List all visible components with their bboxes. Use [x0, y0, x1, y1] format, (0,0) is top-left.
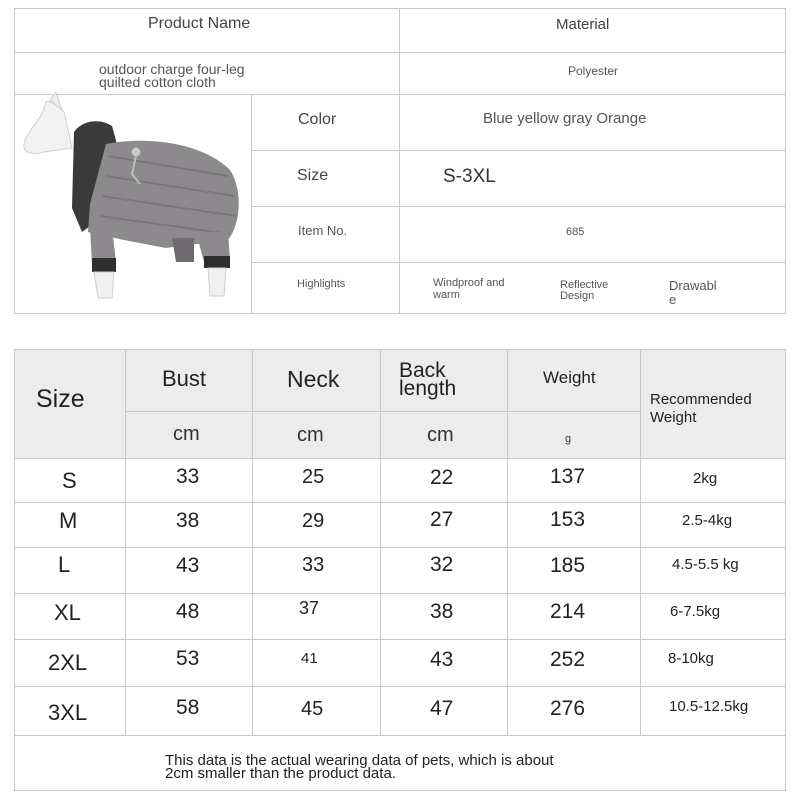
item-value: 685	[566, 226, 585, 238]
recommended-cell: 10.5-12.5kg	[669, 698, 749, 715]
unit-neck: cm	[297, 424, 324, 446]
recommended-cell: 6-7.5kg	[670, 603, 721, 620]
bust-cell: 33	[176, 465, 200, 488]
neck-cell: 33	[302, 554, 325, 576]
highlight-drawable-line2: e	[669, 292, 677, 307]
header-recommended-line2: Weight	[650, 409, 697, 426]
product-name-line2: quilted cotton cloth	[99, 74, 216, 90]
material-header: Material	[556, 16, 610, 33]
unit-weight: g	[565, 433, 572, 445]
header-back-line1: Back	[399, 359, 446, 382]
recommended-cell: 2.5-4kg	[682, 512, 733, 529]
weight-cell: 276	[550, 697, 586, 720]
size-cell: L	[58, 552, 71, 577]
color-label: Color	[298, 111, 337, 128]
recommended-cell: 2kg	[693, 470, 718, 487]
header-size: Size	[36, 385, 85, 413]
size-cell: XL	[54, 600, 81, 625]
bust-cell: 48	[176, 600, 200, 623]
weight-cell: 153	[550, 508, 586, 531]
material-value: Polyester	[568, 64, 619, 78]
highlight-reflective-line2: Design	[560, 290, 595, 302]
size-label: Size	[297, 167, 329, 184]
back-cell: 27	[430, 508, 454, 531]
back-cell: 38	[430, 600, 454, 623]
weight-cell: 137	[550, 465, 586, 488]
dog-coat-image	[16, 92, 248, 304]
bust-cell: 53	[176, 647, 200, 670]
header-bust: Bust	[162, 366, 207, 391]
header-weight: Weight	[543, 368, 596, 387]
weight-cell: 252	[550, 648, 586, 671]
recommended-cell: 4.5-5.5 kg	[672, 556, 739, 573]
back-cell: 32	[430, 553, 454, 576]
weight-cell: 185	[550, 554, 586, 577]
header-back-line2: length	[399, 377, 457, 400]
header-neck: Neck	[287, 366, 340, 392]
bust-cell: 38	[176, 509, 200, 532]
size-cell: S	[62, 468, 77, 493]
size-value: S-3XL	[443, 166, 496, 187]
highlight-windproof-line1: Windproof and	[433, 277, 505, 289]
header-recommended-line1: Recommended	[650, 391, 752, 408]
highlight-reflective-line1: Reflective	[560, 279, 609, 291]
bust-cell: 58	[176, 696, 200, 719]
highlights-label: Highlights	[297, 278, 346, 290]
neck-cell: 25	[302, 466, 325, 488]
back-cell: 47	[430, 697, 454, 720]
size-cell: 3XL	[48, 700, 88, 725]
neck-cell: 37	[299, 598, 320, 618]
neck-cell: 41	[301, 650, 318, 667]
size-cell: 2XL	[48, 650, 88, 675]
unit-bust: cm	[173, 423, 200, 445]
back-cell: 43	[430, 648, 454, 671]
product-name-header: Product Name	[148, 15, 251, 32]
size-cell: M	[59, 508, 78, 533]
highlight-drawable-line1: Drawabl	[669, 278, 717, 293]
recommended-cell: 8-10kg	[668, 650, 714, 667]
neck-cell: 45	[301, 698, 324, 720]
weight-cell: 214	[550, 600, 586, 623]
neck-cell: 29	[302, 510, 325, 532]
item-label: Item No.	[298, 223, 348, 238]
footnote-line2: 2cm smaller than the product data.	[165, 765, 396, 782]
bust-cell: 43	[176, 554, 200, 577]
color-value: Blue yellow gray Orange	[483, 110, 647, 127]
back-cell: 22	[430, 466, 454, 489]
footnote-line1: This data is the actual wearing data of pets, which is about	[165, 752, 554, 769]
unit-back: cm	[427, 424, 454, 446]
highlight-windproof-line2: warm	[433, 289, 460, 301]
product-name-line1: outdoor charge four-leg	[99, 61, 245, 77]
